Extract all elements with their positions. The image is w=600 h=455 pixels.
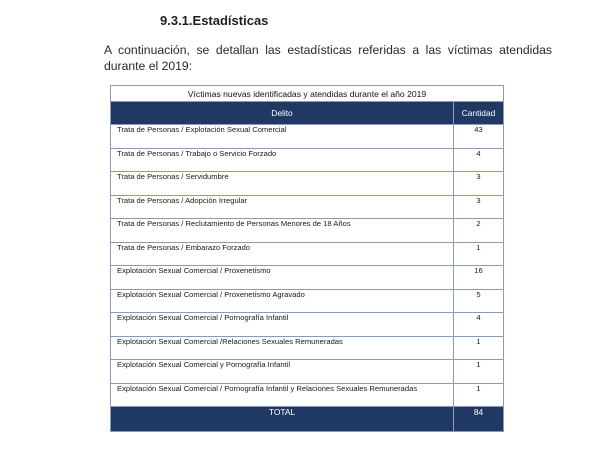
table-row: [111, 383, 504, 407]
table-total-row: [111, 407, 504, 432]
quantity-cell: 4: [454, 148, 504, 172]
table-caption: Víctimas nuevas identificadas y atendidas durante el año 2019: [111, 86, 504, 102]
table-row: [111, 125, 504, 149]
crime-cell: Trata de Personas / Trabajo o Servicio Forzado: [111, 148, 454, 172]
total-label: TOTAL: [111, 407, 454, 432]
crime-cell: Explotación Sexual Comercial y Pornografía Infantil: [111, 360, 454, 384]
column-header-crime: Delito: [111, 102, 454, 125]
table-row: [111, 336, 504, 360]
quantity-cell: 2: [454, 219, 504, 243]
intro-paragraph: A continuación, se detallan las estadísticas referidas a las víctimas atendidas durante el 2019:: [104, 43, 552, 73]
crime-cell: Explotación Sexual Comercial / Proxenetismo Agravado: [111, 289, 454, 313]
quantity-cell: 1: [454, 383, 504, 407]
table-row: [111, 242, 504, 266]
section-heading: 9.3.1.Estadísticas: [160, 13, 269, 28]
quantity-cell: 43: [454, 125, 504, 149]
quantity-cell: 3: [454, 195, 504, 219]
crime-cell: Trata de Personas / Adopción Irregular: [111, 195, 454, 219]
table-header-row: [111, 102, 504, 125]
table-row: [111, 313, 504, 337]
table-caption-row: [111, 86, 504, 102]
table-row: [111, 172, 504, 196]
table-row: [111, 266, 504, 290]
crime-cell: Explotación Sexual Comercial / Pornografía Infantil: [111, 313, 454, 337]
table-row: [111, 195, 504, 219]
table-row: [111, 360, 504, 384]
total-quantity: 84: [454, 407, 504, 432]
quantity-cell: 5: [454, 289, 504, 313]
crime-cell: Trata de Personas / Embarazo Forzado: [111, 242, 454, 266]
column-header-quantity: Cantidad: [454, 102, 504, 125]
crime-cell: Explotación Sexual Comercial / Proxenetismo: [111, 266, 454, 290]
table-row: [111, 289, 504, 313]
crime-cell: Trata de Personas / Explotación Sexual Comercial: [111, 125, 454, 149]
crime-cell: Explotación Sexual Comercial / Pornografía Infantil y Relaciones Sexuales Remuneradas: [111, 383, 454, 407]
quantity-cell: 16: [454, 266, 504, 290]
quantity-cell: 1: [454, 360, 504, 384]
victims-statistics-table: [110, 85, 504, 432]
crime-cell: Trata de Personas / Servidumbre: [111, 172, 454, 196]
crime-cell: Trata de Personas / Reclutamiento de Personas Menores de 18 Años: [111, 219, 454, 243]
quantity-cell: 4: [454, 313, 504, 337]
quantity-cell: 3: [454, 172, 504, 196]
crime-cell: Explotación Sexual Comercial /Relaciones Sexuales Remuneradas: [111, 336, 454, 360]
table-row: [111, 219, 504, 243]
quantity-cell: 1: [454, 336, 504, 360]
table-row: [111, 148, 504, 172]
quantity-cell: 1: [454, 242, 504, 266]
